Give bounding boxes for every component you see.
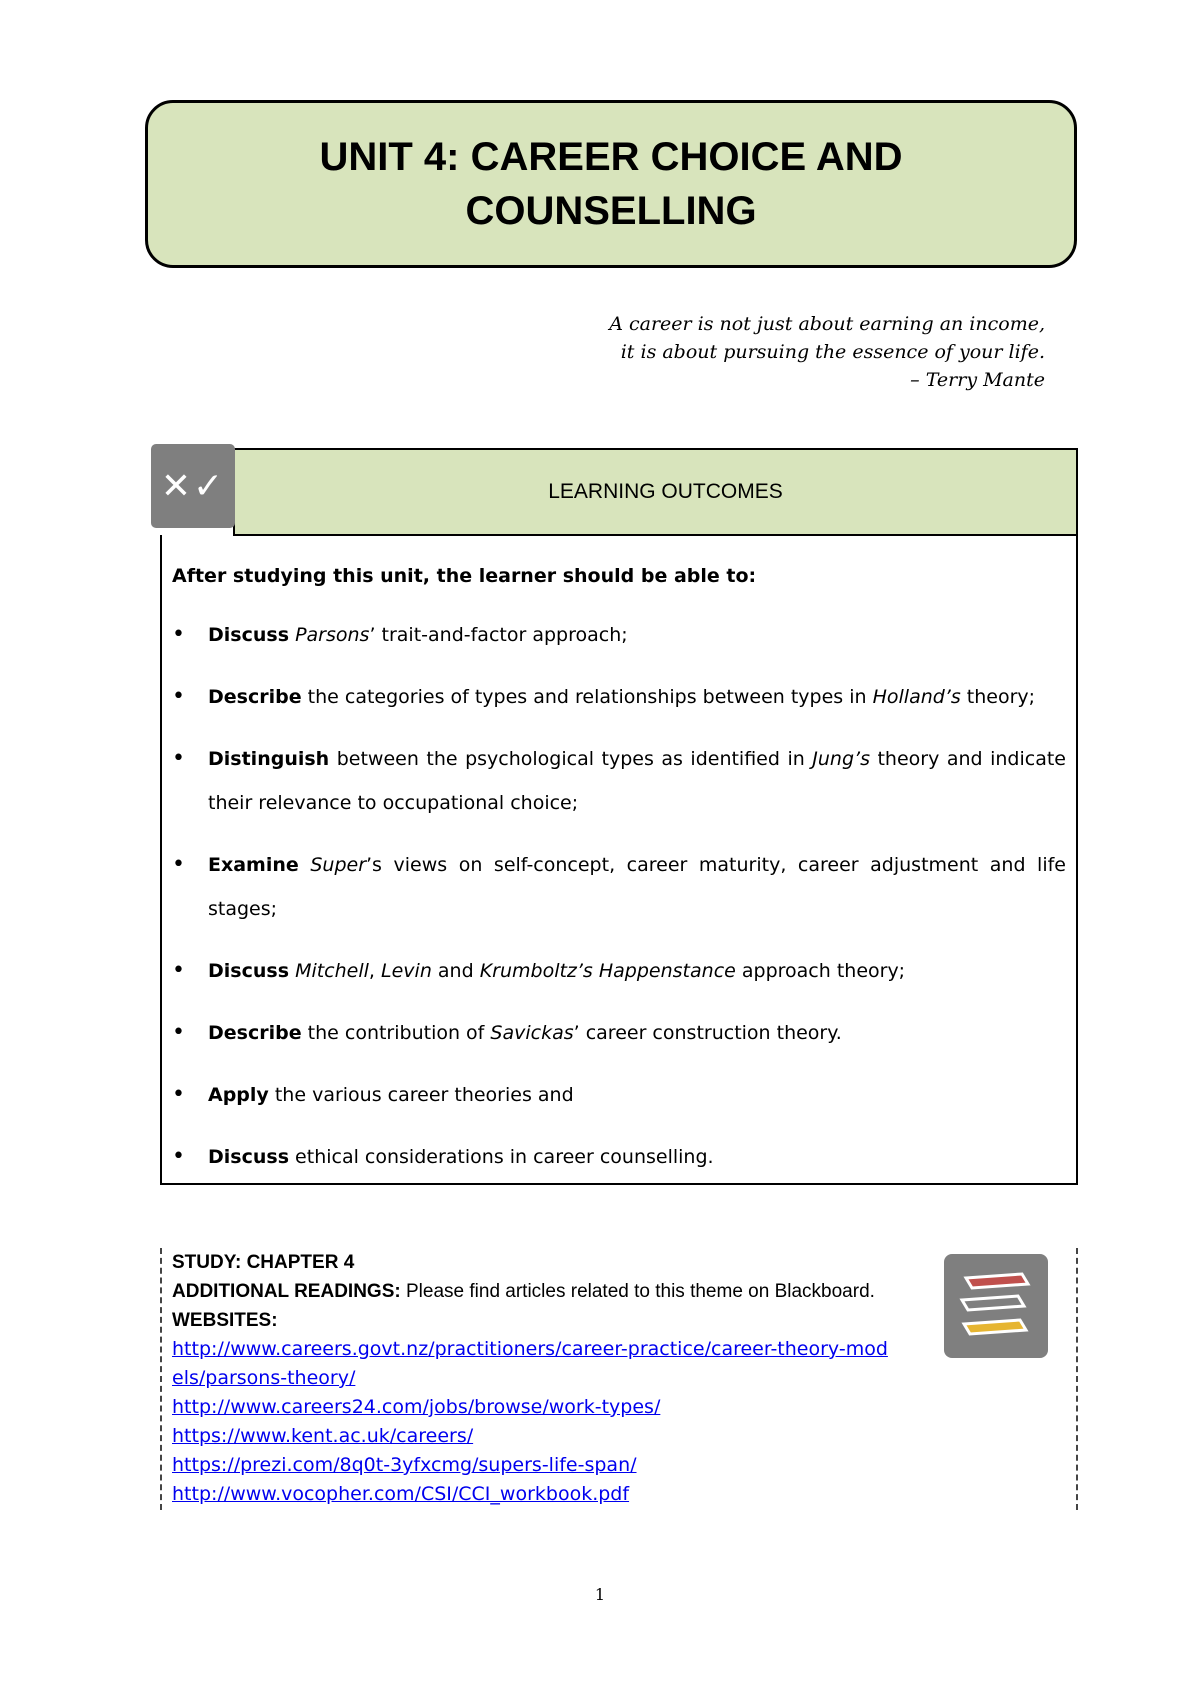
study-box [160,1248,1078,1510]
website-link-careers-govt-nz[interactable]: http://www.careers.govt.nz/practitioners/career-practice/career-theory-models/parsons-theory/ [172,1338,888,1389]
website-link-prezi[interactable]: https://prezi.com/8q0t-3yfxcmg/supers-life-span/ [172,1454,637,1476]
website-link-kent[interactable]: https://www.kent.ac.uk/careers/ [172,1425,474,1447]
cross-check-icon: ✕✓ [151,444,235,528]
outcomes-intro: After studying this unit, the learner should be able to: [172,565,757,587]
outcome-verb: Describe [208,1022,302,1044]
learning-outcomes-header: LEARNING OUTCOMES [233,448,1078,536]
outcome-text: ’s views on self-concept, career maturity, career adjustment and life stages; [208,854,1066,920]
outcome-item [172,1073,1066,1117]
outcomes-list [172,613,1066,1179]
unit-title-line1: UNIT 4: CAREER CHOICE AND [319,135,903,179]
outcome-emphasis: Levin [381,960,432,982]
study-chapter [172,1248,1066,1277]
outcome-text: theory and indicate their relevance to occupational choice; [208,748,1066,814]
learning-outcomes-box [160,535,1078,1185]
readings-label: ADDITIONAL READINGS: [172,1281,401,1302]
outcome-text: between the psychological types as identified in [329,748,813,770]
website-link-vocopher[interactable]: http://www.vocopher.com/CSI/CCI_workbook.pdf [172,1483,630,1505]
outcome-text: the categories of types and relationships between types in [301,686,873,708]
outcome-emphasis: Holland’s [872,686,961,708]
outcome-text: ’ trait-and-factor approach; [369,624,628,646]
outcome-verb: Describe [208,686,302,708]
unit-title-box [145,100,1077,268]
outcome-emphasis: Krumboltz’s Happenstance [479,960,736,982]
outcome-text: , [368,960,382,982]
additional-readings [172,1277,1066,1306]
unit-title-line2: COUNSELLING [465,189,757,233]
outcome-verb: Apply [208,1084,269,1106]
outcome-verb: Discuss [208,960,290,982]
outcome-text: the contribution of [301,1022,491,1044]
outcome-verb: Discuss [208,624,290,646]
websites-label [172,1306,1066,1335]
readings-text: Please find articles related to this theme on Blackboard. [406,1281,875,1302]
outcome-text: ethical considerations in career counselling. [289,1146,714,1168]
quote-attribution: – Terry Mante [910,369,1045,391]
outcome-text [299,854,311,876]
websites-label-text: WEBSITES: [172,1310,278,1331]
outcome-text: theory; [960,686,1036,708]
outcome-text: approach theory; [735,960,906,982]
outcome-item [172,613,1066,657]
outcome-item [172,1011,1066,1055]
books-icon [944,1254,1048,1358]
outcome-text: and [431,960,480,982]
quote-line2: it is about pursuing the essence of your life. [620,341,1045,363]
outcome-item [172,949,1066,993]
outcome-verb: Examine [208,854,299,876]
outcome-emphasis: Mitchell [295,960,369,982]
outcome-text: ’ career construction theory. [573,1022,842,1044]
website-link-careers24[interactable]: http://www.careers24.com/jobs/browse/work-types/ [172,1396,661,1418]
outcome-verb: Discuss [208,1146,290,1168]
outcome-text: the various career theories and [268,1084,574,1106]
unit-title [261,130,961,238]
outcome-item [172,843,1066,931]
outcome-item [172,737,1066,825]
study-chapter-label: STUDY: CHAPTER 4 [172,1252,355,1273]
epigraph-quote [609,310,1045,394]
outcome-item [172,675,1066,719]
outcome-emphasis: Parsons [295,624,370,646]
outcome-emphasis: Super [310,854,367,876]
outcome-emphasis: Savickas [490,1022,574,1044]
quote-line1: A career is not just about earning an income, [609,313,1045,335]
page-number: 1 [594,1585,606,1604]
outcome-verb: Distinguish [208,748,330,770]
outcome-item [172,1135,1066,1179]
outcome-emphasis: Jung’s [812,748,870,770]
